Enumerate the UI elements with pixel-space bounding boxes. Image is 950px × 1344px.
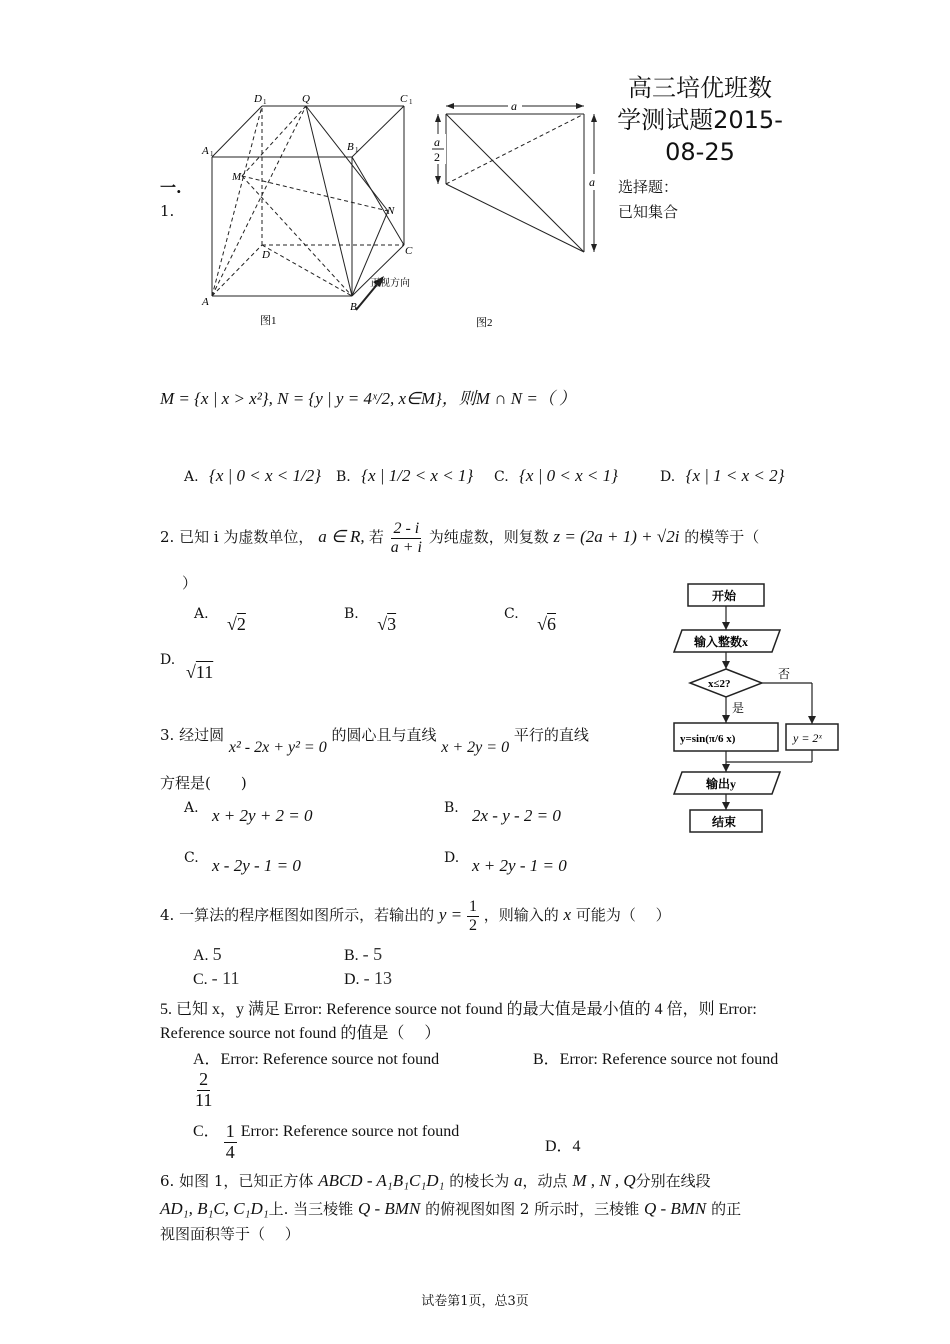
flowchart <box>660 578 850 838</box>
q3-option-d-label: D. <box>444 850 460 866</box>
q2-option-c-value: 6 <box>547 614 557 634</box>
page-footer: 试卷第1页，总3页 <box>421 1294 529 1309</box>
q2-option-c: C. √6 <box>504 606 557 634</box>
q4-option-d-value: - 13 <box>363 968 393 988</box>
q1-option-a-label: A. <box>184 469 199 485</box>
q4-text-b: ，则输入的 <box>483 906 559 925</box>
q5-fraction-c-den: 4 <box>225 1141 235 1162</box>
flow-input: 输入整数x <box>694 635 749 649</box>
label-c: C <box>405 245 413 257</box>
q1-expression <box>160 384 576 409</box>
q3-text-a: 3. 经过圆 <box>160 726 225 744</box>
fig2-label-a-den: 2 <box>434 150 440 164</box>
q2-option-b-value: 3 <box>387 614 397 634</box>
q6-line-2: AD₁, B₁C, C₁D₁上. 当三棱锥 Q - BMN 的俯视图如图 2 所示时，三棱锥 Q - BMN 的正 <box>160 1199 742 1218</box>
q2-option-b: B. √3 <box>344 606 397 634</box>
q3-option-d-eq: x + 2y - 1 = 0 <box>472 856 567 875</box>
q4-option-c-label: C. <box>193 971 208 988</box>
label-c1: C <box>400 93 408 105</box>
q3-option-a <box>184 800 199 816</box>
q5-option-a: A．Error: Reference source not found <box>193 1051 440 1068</box>
q1-option-d <box>660 466 784 486</box>
q1-option-c-text: {x | 0 < x < 1} <box>519 466 618 485</box>
q6-line-3: 视图面积等于（ ） <box>160 1225 300 1243</box>
title-line-2: 学测试题2015- <box>617 106 783 134</box>
q4-option-d <box>344 968 392 989</box>
figure-1-caption: 图1 <box>260 315 277 327</box>
q6-text-1b: 的棱长为 <box>449 1172 510 1190</box>
direction-label: 正视方向 <box>370 278 410 289</box>
label-d1: D <box>254 93 262 105</box>
q3-line-2: 方程是( ) <box>160 774 247 792</box>
q5-fraction-a-den: 11 <box>195 1089 213 1110</box>
q1-option-c <box>494 466 618 486</box>
q1-option-c-label: C. <box>494 469 509 485</box>
flow-left-box: y=sin(π/6 x) <box>680 733 736 745</box>
q1-option-b-label: B. <box>336 469 351 485</box>
label-q: Q <box>302 93 310 105</box>
q3-option-b-label: B. <box>444 800 459 816</box>
q2-option-d <box>160 652 175 668</box>
q6-text-1d: 分别在线段 <box>635 1172 711 1190</box>
figure-2-caption: 图2 <box>476 317 493 329</box>
q4-option-b-label: B. <box>344 947 359 964</box>
q5-option-c <box>193 1122 459 1163</box>
q1-option-a-text: {x | 0 < x < 1/2} <box>209 466 322 485</box>
q2-text-a: 2. 已知 i 为虚数单位， <box>160 528 314 547</box>
q6-line-1: 6. 如图 1，已知正方体 ABCD - A₁B₁C₁D₁ 的棱长为 a，动点 M , N , Q分别在线段 <box>160 1171 711 1190</box>
q2-text-c: 的模等于（ <box>684 528 760 547</box>
flow-right-box: y = 2ˣ <box>793 731 822 745</box>
label-b: B <box>350 301 357 313</box>
q2-option-d-value: 11 <box>195 662 214 682</box>
q3-line-1: 3. 经过圆 x² - 2x + y² = 0 的圆心且与直线 x + 2y = 0 平行的直线 <box>160 726 589 756</box>
q5-option-c-text: Error: Reference source not found <box>240 1122 460 1140</box>
label-d1-sub: 1 <box>263 98 267 106</box>
label-a1: A <box>202 145 209 157</box>
label-d: D <box>262 249 270 261</box>
q5-line-2: Reference source not found 的值是（ ） <box>160 1025 441 1042</box>
q3-text-b: 的圆心且与直线 <box>331 726 437 744</box>
q1-option-b-text: {x | 1/2 < x < 1} <box>361 466 474 485</box>
q5-option-b: B．Error: Reference source not found <box>533 1051 779 1068</box>
q2-close: ） <box>182 574 198 592</box>
flow-output: 输出y <box>706 777 737 791</box>
flow-yes: 是 <box>732 701 745 715</box>
q1-option-a <box>184 466 321 486</box>
flow-condition: x≤2? <box>708 678 731 690</box>
label-m: M <box>232 171 242 183</box>
q4-text-c: 可能为（ ） <box>575 906 671 925</box>
flow-start: 开始 <box>712 589 737 603</box>
q2-option-a-value: 2 <box>236 614 246 634</box>
q3-option-b-eq: 2x - y - 2 = 0 <box>472 806 561 825</box>
q1-option-d-text: {x | 1 < x < 2} <box>685 466 785 485</box>
label-a: A <box>202 296 209 308</box>
label-a1-sub: 1 <box>210 150 214 158</box>
q4-option-a-value: 5 <box>212 944 222 964</box>
q1-lead: 已知集合 <box>618 203 679 221</box>
q5-option-d: D．4 <box>545 1138 581 1155</box>
section-number: 一. <box>160 178 182 197</box>
flow-end: 结束 <box>712 815 737 829</box>
title-line-1: 高三培优班数 <box>628 74 772 102</box>
label-b1: B <box>347 141 354 153</box>
q6-text-2c: 的正 <box>711 1200 742 1218</box>
q1-expr-text: M = {x | x > x²}, N = {y | y = 4ˣ/2, x∈M}，则M ∩ N =（ ） <box>160 389 577 408</box>
q2-option-c-label: C. <box>504 606 519 622</box>
q4-option-b-value: - 5 <box>362 944 383 964</box>
q2-option-a: A. √2 <box>194 606 246 634</box>
q2-option-d-label: D. <box>160 652 176 668</box>
fig2-label-a-right: a <box>589 175 595 189</box>
q6-text-2b: 的俯视图如图 2 所示时，三棱锥 <box>425 1200 640 1218</box>
label-b1-sub: 1 <box>355 146 359 154</box>
figure-1-cube <box>190 88 440 338</box>
q5-fraction-a <box>193 1070 214 1111</box>
q3-text-c: 平行的直线 <box>513 726 589 744</box>
section-label: 选择题： <box>618 178 679 196</box>
q1-number: 1. <box>160 202 175 220</box>
q6-text-1c: ，动点 <box>522 1172 568 1190</box>
title-line-3: 08-25 <box>665 138 735 166</box>
q3-option-b <box>444 800 459 816</box>
figure-2-top-view <box>428 96 608 336</box>
q4-option-d-label: D. <box>344 971 360 988</box>
fig2-label-a-num: a <box>434 135 440 149</box>
q6-text-1a: 6. 如图 1，已知正方体 <box>160 1172 314 1190</box>
fig2-label-a-top: a <box>511 99 517 113</box>
page-title <box>610 72 790 168</box>
q5-line-1: 5. 已知 x，y 满足 Error: Reference source not found 的最大值是最小值的 4 倍，则 Error: <box>160 1001 757 1018</box>
q2-option-b-label: B. <box>344 606 359 622</box>
q1-option-d-label: D. <box>660 469 676 485</box>
q3-option-c-eq: x - 2y - 1 = 0 <box>212 856 301 875</box>
q4-option-c <box>193 968 240 989</box>
q4-option-c-value: - 11 <box>211 968 240 988</box>
q4-line: 4. 一算法的程序框图如图所示，若输出的 y = $\frac{1}{2}$ ，则输入的 x 可能为（ ） <box>160 898 671 934</box>
q4-option-a-label: A. <box>193 947 209 964</box>
q4-text-a: 4. 一算法的程序框图如图所示，若输出的 <box>160 906 435 925</box>
q2-text-b: 为纯虚数，则复数 <box>428 528 549 547</box>
q2-line: 2. 已知 i 为虚数单位， a ∈ R, 若 $\frac{2 - i}{a + i}$ 为纯虚数，则复数 z = (2a + 1) + √2i 的模等于（ <box>160 520 760 556</box>
q5-fraction-a-num: 2 <box>199 1069 209 1089</box>
q1-option-b <box>336 466 473 486</box>
label-c1-sub: 1 <box>409 98 413 106</box>
q2-option-d-value-wrap: √11 <box>186 662 214 682</box>
q6-text-2a: 上. 当三棱锥 <box>268 1200 354 1218</box>
q3-option-c <box>184 850 199 866</box>
q3-option-c-label: C. <box>184 850 199 866</box>
q4-option-a <box>193 944 222 965</box>
q3-option-a-eq: x + 2y + 2 = 0 <box>212 806 313 825</box>
flow-no: 否 <box>778 667 791 681</box>
q4-option-b <box>344 944 382 965</box>
q2-option-a-label: A. <box>194 606 209 622</box>
q5-option-c-label: C． <box>193 1122 220 1140</box>
q3-option-d <box>444 850 459 866</box>
label-n: N <box>387 205 395 217</box>
q3-option-a-label: A. <box>184 800 199 816</box>
q5-fraction-c-num: 1 <box>225 1121 235 1141</box>
